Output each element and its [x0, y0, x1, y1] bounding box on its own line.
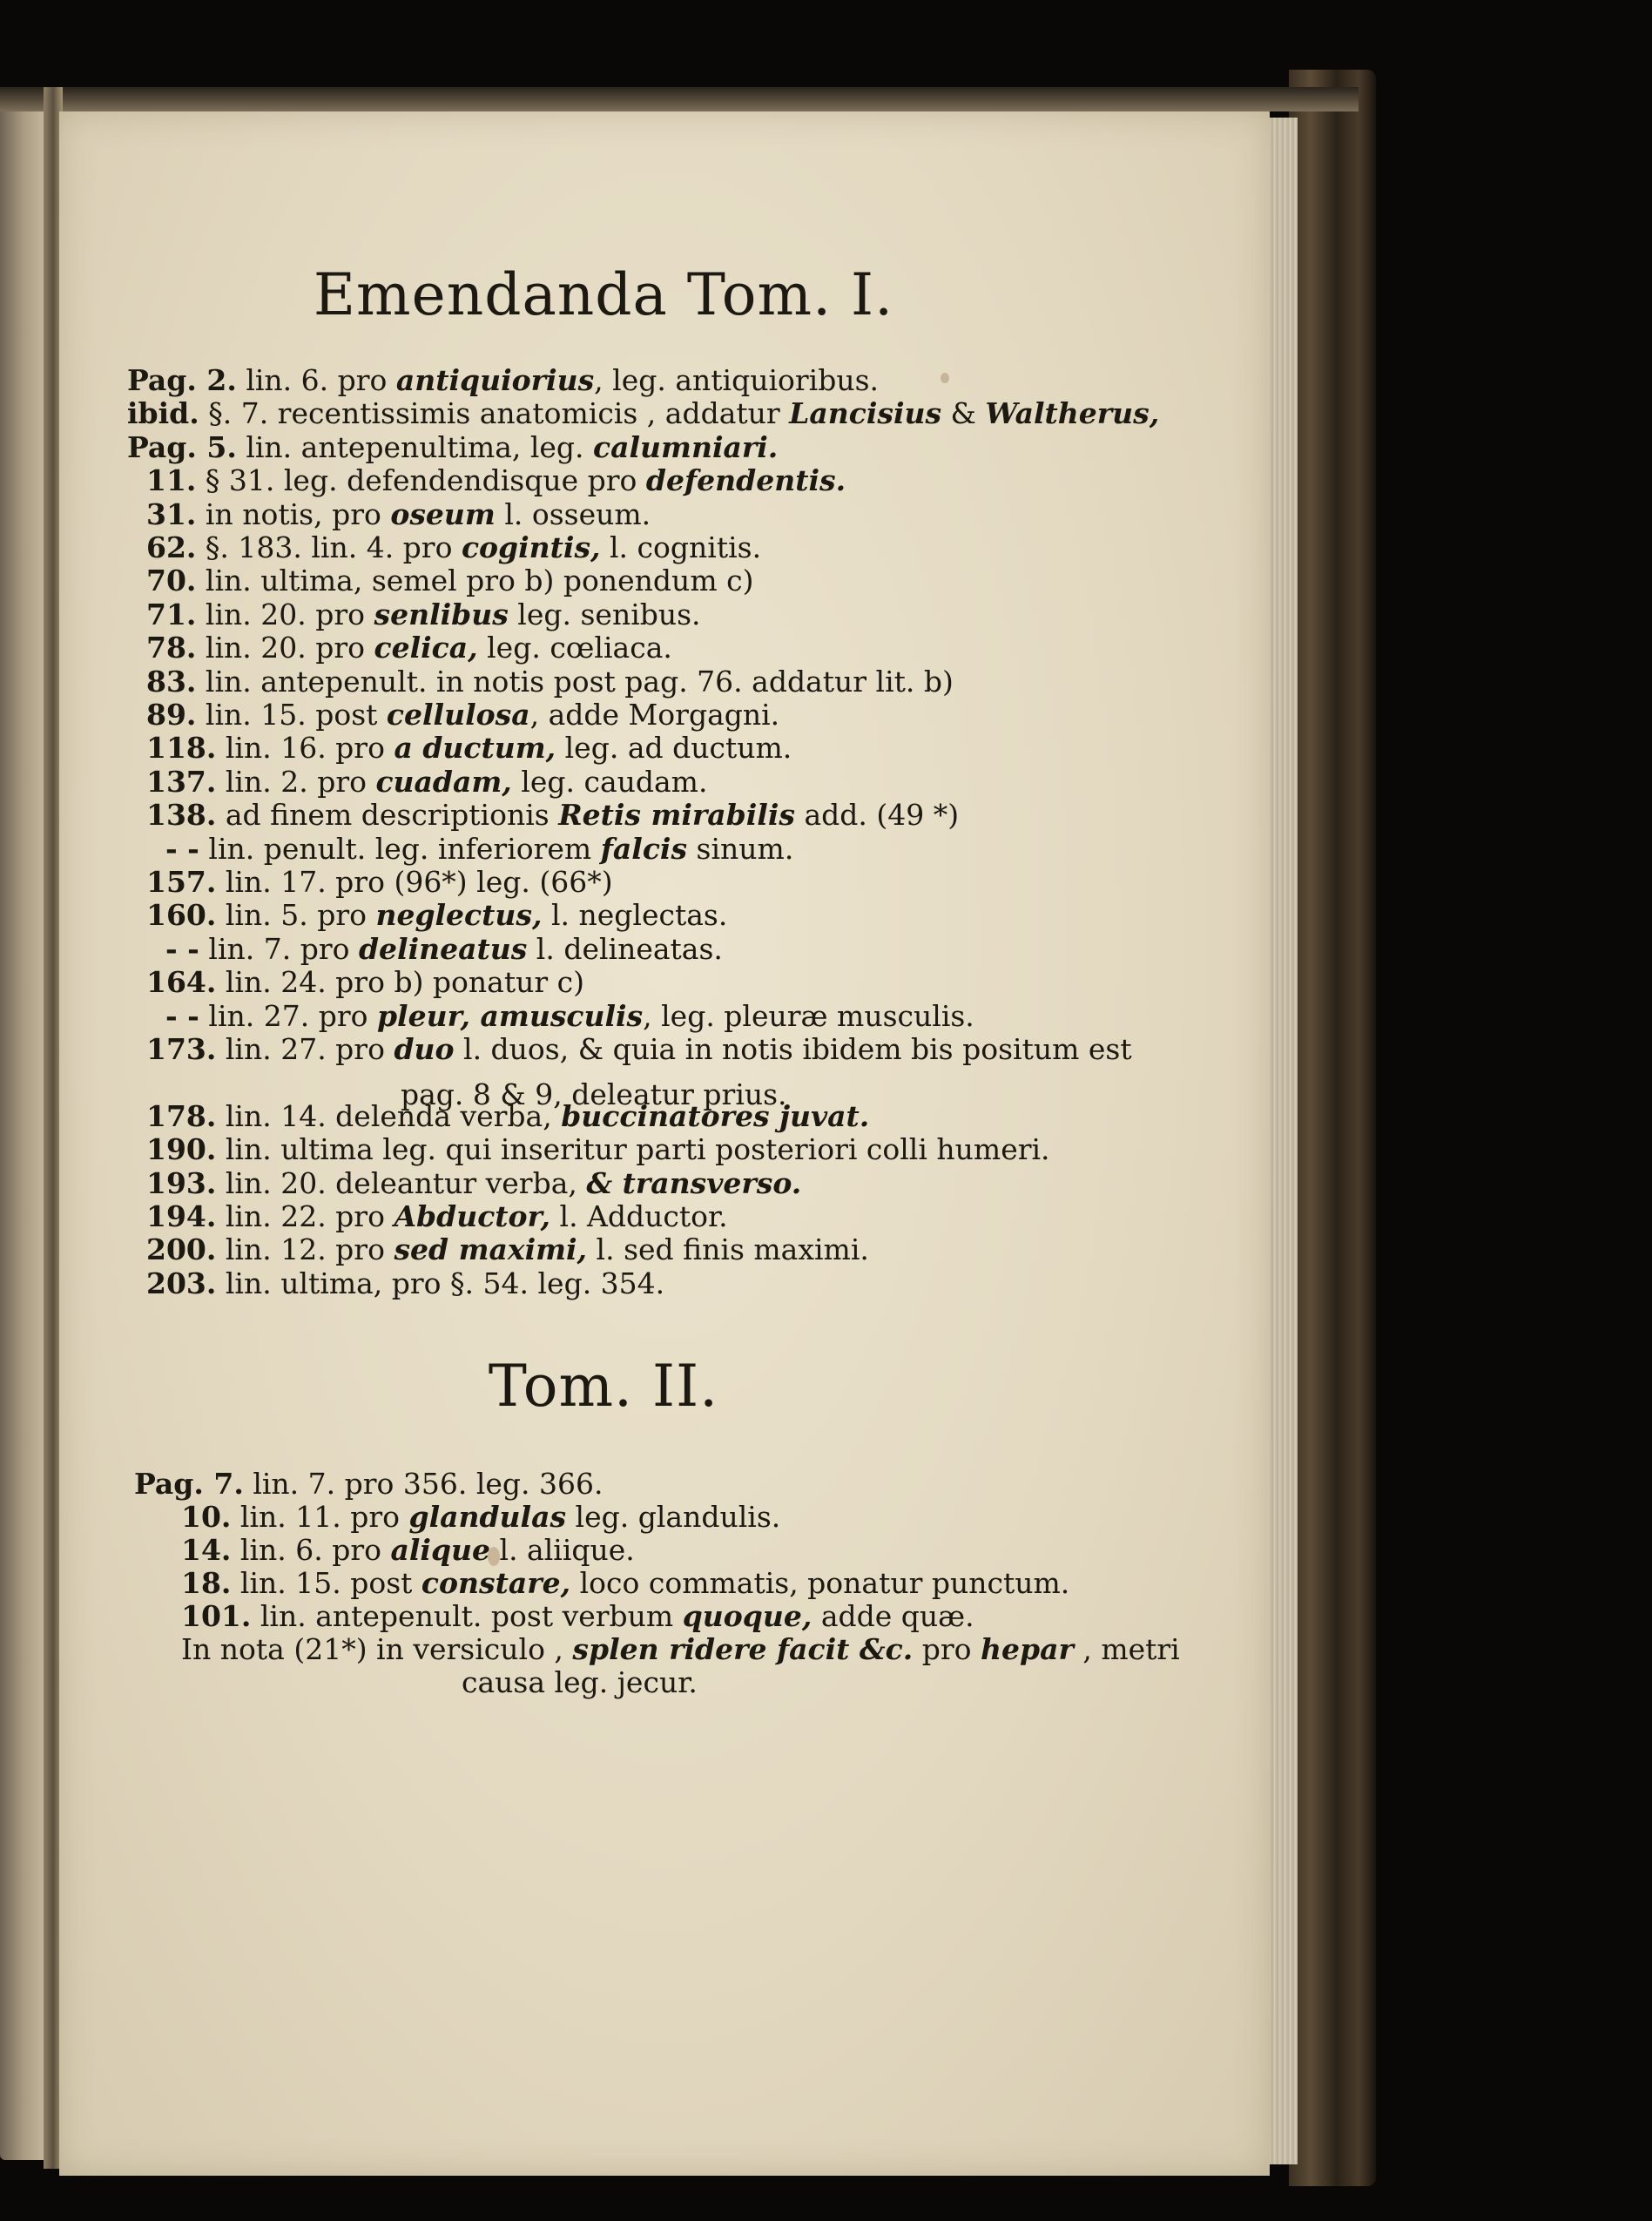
- entry-page-number: 193.: [146, 1165, 217, 1200]
- entry-page-number: 11.: [146, 463, 197, 498]
- entry-page-number: 160.: [146, 898, 217, 933]
- errata-entry: [146, 866, 613, 899]
- entry-text: sinum.: [687, 831, 794, 866]
- entry-text: leg. caudam.: [511, 764, 708, 799]
- book-cover-edge: [1289, 70, 1376, 2186]
- entry-page-number: 164.: [146, 965, 217, 1000]
- entry-text: add. (49 *): [794, 798, 960, 833]
- entry-text: , leg. pleuræ musculis.: [643, 998, 974, 1033]
- entry-text: lin. antepenultima, leg.: [246, 429, 594, 464]
- entry-text: lin. 27. pro: [225, 1032, 394, 1066]
- errata-entry: [134, 1468, 603, 1501]
- entry-text: &: [941, 396, 986, 431]
- entry-italic: duo: [394, 1032, 455, 1066]
- entry-text: lin. 17. pro (96*) leg. (66*): [225, 865, 613, 899]
- errata-entry: [127, 431, 778, 464]
- entry-text: l. osseum.: [495, 496, 651, 531]
- entry-text: l. cognitis.: [600, 530, 762, 564]
- errata-entry: [181, 1501, 780, 1534]
- entry-text: lin. antepenult. in notis post pag. 76. addatur lit. b): [205, 664, 954, 699]
- entry-text: lin. 22. pro: [225, 1199, 394, 1233]
- errata-entry: [146, 766, 707, 799]
- errata-entry: [146, 1200, 728, 1233]
- entry-text: , leg. antiquioribus.: [594, 363, 879, 397]
- entry-page-number: 173.: [146, 1032, 217, 1066]
- entry-italic: oseum: [390, 496, 496, 531]
- entry-text: , adde Morgagni.: [529, 698, 780, 732]
- section-title-tom-1: Emendanda Tom. I.: [313, 261, 894, 328]
- errata-entry: [127, 397, 1159, 430]
- errata-entry: [146, 799, 959, 832]
- entry-page-number: 118.: [146, 731, 217, 766]
- errata-entry: [146, 531, 761, 564]
- entry-text: lin. 24. pro b) ponatur c): [225, 965, 584, 1000]
- entry-text: lin. 20. pro: [205, 631, 374, 665]
- entry-page-number: 200.: [146, 1232, 217, 1267]
- book-top-edge: [0, 87, 1359, 111]
- entry-page-number: 62.: [146, 530, 197, 564]
- entry-text: §. 7. recentissimis anatomicis , addatur: [208, 396, 790, 431]
- errata-entry: [146, 564, 753, 597]
- errata-entry: [146, 966, 584, 999]
- entry-173-continuation: pag. 8 & 9, deleatur prius.: [401, 1077, 787, 1111]
- entry-italic: & transverso.: [586, 1165, 802, 1200]
- entry-italic: Retis mirabilis: [558, 798, 795, 833]
- errata-entry: [146, 1267, 664, 1300]
- entry-page-number: 138.: [146, 798, 217, 833]
- errata-entry: [181, 1534, 635, 1567]
- entry-italic: Abductor,: [394, 1199, 551, 1233]
- entry-italic: calumniari.: [593, 429, 779, 464]
- entry-text: l. delineatas.: [527, 931, 723, 966]
- nota-line-1: In nota (21*) in versiculo , splen ridere facit &c. pro hepar , metri: [181, 1632, 1180, 1666]
- entry-text: lin. 20. pro: [205, 597, 374, 631]
- entry-page-number: - -: [165, 831, 199, 866]
- entry-page-number: 31.: [146, 496, 197, 531]
- entry-italic: delineatus: [358, 931, 528, 966]
- entry-page-number: - -: [165, 931, 199, 966]
- entry-italic: Waltherus,: [985, 396, 1160, 431]
- entry-italic: Lancisius: [789, 396, 942, 431]
- entry-italic: cuadam,: [375, 764, 512, 799]
- errata-entry: [181, 1567, 1069, 1600]
- entry-text: lin. 6. pro: [239, 1533, 391, 1567]
- entry-text: lin. 6. pro: [246, 363, 396, 397]
- entry-text: lin. ultima, semel pro b) ponendum c): [205, 564, 754, 598]
- errata-entry: [146, 598, 701, 631]
- errata-entry: [146, 732, 792, 765]
- entry-text: leg. senibus.: [508, 597, 701, 631]
- entry-text: lin. antepenult. post verbum: [260, 1599, 683, 1633]
- errata-entry: [146, 899, 727, 932]
- entry-page-number: 71.: [146, 597, 197, 631]
- errata-entry: [146, 631, 672, 665]
- entry-page-number: Pag. 5.: [127, 429, 237, 464]
- entry-text: leg. cœliaca.: [477, 631, 672, 665]
- entry-italic: constare,: [421, 1566, 571, 1600]
- errata-entry: [146, 1133, 1050, 1166]
- entry-italic: antiquiorius: [395, 363, 595, 397]
- errata-entry: [146, 1033, 1132, 1066]
- entry-italic: glandulas: [408, 1500, 567, 1534]
- entry-text: ad finem descriptionis: [225, 798, 559, 833]
- entry-page-number: 78.: [146, 631, 197, 665]
- entry-text: lin. 7. pro: [208, 931, 359, 966]
- errata-page: [59, 111, 1270, 2176]
- entry-page-number: - -: [165, 998, 199, 1033]
- entry-text: l. duos, & quia in notis ibidem bis positum est: [454, 1032, 1132, 1066]
- entry-text: lin. 20. deleantur verba,: [225, 1165, 587, 1200]
- entry-page-number: 70.: [146, 564, 197, 598]
- entry-italic: cogintis,: [461, 530, 601, 564]
- entry-text: lin. 11. pro: [239, 1500, 409, 1534]
- errata-entry: [165, 833, 793, 866]
- entry-text: lin. 14. delenda verba,: [225, 1098, 562, 1133]
- entry-page-number: Pag. 7.: [134, 1467, 244, 1501]
- errata-entry: [165, 1000, 974, 1033]
- entry-italic: senlibus: [374, 597, 509, 631]
- entry-page-number: 83.: [146, 664, 197, 699]
- errata-entry: [146, 498, 651, 531]
- nota-line-2: causa leg. jecur.: [462, 1665, 698, 1699]
- entry-text: lin. ultima leg. qui inseritur parti posteriori colli humeri.: [225, 1132, 1050, 1167]
- entry-italic: sed maximi,: [394, 1232, 588, 1267]
- entry-italic: defendentis.: [645, 463, 846, 498]
- ink-spot: [941, 373, 949, 383]
- entry-page-number: 190.: [146, 1132, 217, 1167]
- entry-italic: neglectus,: [375, 898, 543, 933]
- entry-page-number: 10.: [181, 1500, 232, 1534]
- entry-italic: alique: [390, 1533, 491, 1567]
- errata-entry: [146, 464, 846, 497]
- entry-page-number: 101.: [181, 1599, 252, 1633]
- errata-entry: [127, 364, 879, 397]
- errata-entry: [146, 1167, 801, 1200]
- entry-italic: a ductum,: [394, 731, 556, 766]
- entry-text: adde quæ.: [812, 1599, 974, 1633]
- entry-page-number: 137.: [146, 764, 217, 799]
- errata-entry: [181, 1600, 974, 1633]
- entry-text: l. sed finis maximi.: [587, 1232, 869, 1267]
- entry-page-number: 14.: [181, 1533, 232, 1567]
- entry-text: leg. glandulis.: [566, 1500, 781, 1534]
- errata-entry: [146, 699, 779, 732]
- entry-page-number: 157.: [146, 865, 217, 899]
- errata-entry: [146, 1233, 869, 1266]
- entry-page-number: 194.: [146, 1199, 217, 1233]
- entry-text: lin. 2. pro: [225, 764, 376, 799]
- entry-italic: buccinatores juvat.: [561, 1098, 870, 1133]
- entry-italic: quoque,: [682, 1599, 813, 1633]
- entry-text: lin. 16. pro: [225, 731, 394, 766]
- entry-text: §. 183. lin. 4. pro: [205, 530, 462, 564]
- entry-page-number: ibid.: [127, 396, 199, 431]
- entry-text: leg. ad ductum.: [556, 731, 792, 766]
- entry-text: l. Adductor.: [550, 1199, 728, 1233]
- entry-text: lin. ultima, pro §. 54. leg. 354.: [225, 1266, 665, 1300]
- entry-text: lin. 15. post: [205, 698, 387, 732]
- entry-text: lin. penult. leg. inferiorem: [208, 831, 601, 866]
- entry-text: lin. 27. pro: [208, 998, 377, 1033]
- entry-italic: cellulosa: [386, 698, 530, 732]
- entry-page-number: 18.: [181, 1566, 232, 1600]
- entry-page-number: Pag. 2.: [127, 363, 237, 397]
- entry-text: lin. 5. pro: [225, 898, 376, 933]
- entry-text: l. aliique.: [490, 1533, 635, 1567]
- entry-text: lin. 7. pro 356. leg. 366.: [253, 1467, 603, 1501]
- entry-text: lin. 12. pro: [225, 1232, 394, 1267]
- errata-entry: [146, 665, 954, 699]
- entry-page-number: 203.: [146, 1266, 217, 1300]
- entry-text: loco commatis, ponatur punctum.: [570, 1566, 1070, 1600]
- entry-text: l. neglectas.: [542, 898, 728, 933]
- entry-text: § 31. leg. defendendisque pro: [205, 463, 646, 498]
- entry-italic: falcis: [600, 831, 688, 866]
- entry-page-number: 178.: [146, 1098, 217, 1133]
- errata-entry: [165, 933, 723, 966]
- entry-page-number: 89.: [146, 698, 197, 732]
- section-title-tom-2: Tom. II.: [488, 1353, 719, 1420]
- entry-italic: pleur, amusculis: [376, 998, 644, 1033]
- entry-italic: celica,: [374, 631, 478, 665]
- entry-text: lin. 15. post: [239, 1566, 421, 1600]
- entry-text: in notis, pro: [205, 496, 391, 531]
